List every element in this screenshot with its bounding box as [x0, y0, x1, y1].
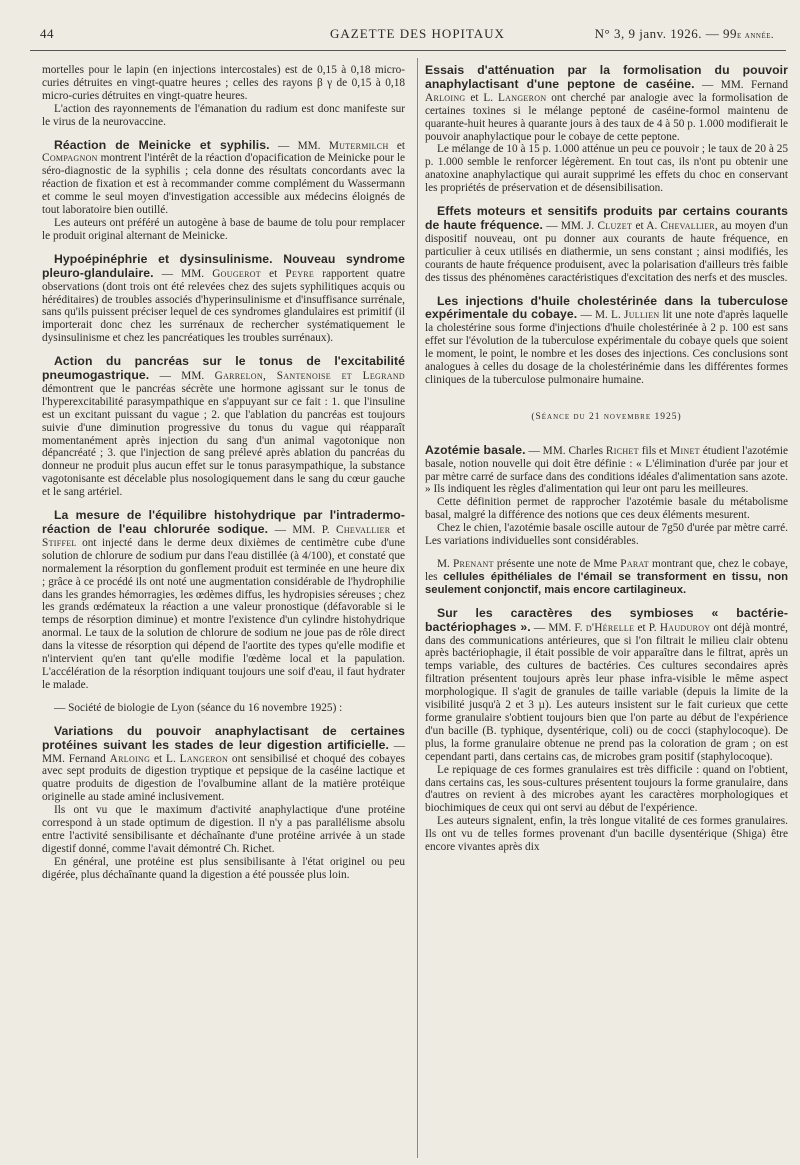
article-title: Variations du pouvoir anaphylactisant de certaines protéines suivant les stades de leur digestion artificielle. — [42, 723, 405, 752]
page-header — [30, 26, 780, 48]
highlighted-finding: cellules épithéliales de l'émail se transforment en tissu, non seulement conjonctif, mais encore cartilagineux. — [425, 570, 788, 596]
paragraph: Les auteurs signalent, enfin, la très longue vitalité de ces formes granulaires. Ils ont vu de telles formes provenant d'un bacille dysentérique (Shiga) être encore vivantes après dix — [425, 815, 788, 854]
author: Minet — [670, 444, 700, 457]
author: Gougerot — [212, 267, 261, 280]
journal-title: GAZETTE DES HOPITAUX — [330, 26, 505, 41]
paragraph: Ils ont vu que le maximum d'activité anaphylactique d'une protéine correspond à un stade optimum de digestion. Il n'y a pas parallélisme absolu entre l'activité sensibilisante et déchaînante d'une protéine arrivée à un stade digestif donné, comme l'avait démontré Ch. Richet. — [42, 804, 405, 855]
author: Peyre — [285, 267, 315, 280]
author: Langeron — [497, 91, 547, 104]
paragraph: Le repiquage de ces formes granulaires est très difficile : quand on l'obtient, dans certains cas, les sous-cultures présentent toujours la forme granulaire, dans d'autres on revient à des microbes ayant les caractères morphologiques et biochimiques de ceux qui ont servi au début de l'expérience. — [425, 763, 788, 815]
article-title: Les injections d'huile cholestérinée dans la tuberculose expérimentale du cobaye. — [425, 293, 788, 322]
article-azotemie: Azotémie basale. — MM. Charles Richet fils et Minet étudient l'azotémie basale, notion nouvelle qui doit être définie : « L'élimination d'urée par jour et par mètre carré de surface dans des conditions idéales d'alimentation sans azote. » Ils indiquent les règles d'alimentation qui leur ont paru les meilleures. — [425, 442, 788, 496]
page-number: 44 — [40, 26, 54, 41]
author: Mutermilch — [328, 139, 389, 152]
author: Arloing — [425, 91, 466, 104]
article-prenant: M. Prenant présente une note de Mme Parat montrant que, chez le cobaye, les cellules épithéliales de l'émail se transforment en tissu, non seulement conjonctif, mais encore cartilagineux. — [425, 558, 788, 596]
article-title: Hypoépinéphrie et dysinsulinisme. Nouveau syndrome pleuro-glandulaire. — [42, 251, 405, 280]
paragraph: L'action des rayonnements de l'émanation du radium est donc manifeste sur le virus de la neurovaccine. — [42, 102, 405, 128]
article-title: Action du pancréas sur le tonus de l'excitabilité pneumogastrique. — [42, 354, 405, 383]
right-column — [425, 64, 788, 854]
article-title: Sur les caractères des symbioses « bactérie-bactériophages ». — [425, 605, 788, 634]
author: Hauduroy — [659, 621, 711, 634]
left-column — [42, 64, 405, 882]
seance-heading: (Séance du 21 novembre 1925) — [531, 411, 682, 422]
article-essais: Essais d'atténuation par la formolisation du pouvoir anaphylactisant d'une peptone de caséine. — MM. Fernand Arloing et L. Langeron ont cherché par analogie avec la formolisation de certaines toxines si le mélange peptoné de caséine-formol maintenu de quarante-huit heures à quarante jours à des taux de 4 à 50 p. 1.000 modifierait le pouvoir anaphylactique pour le cobaye de cette peptone. — [425, 63, 789, 143]
article-effets: Effets moteurs et sensitifs produits par certains courants de haute fréquence. — MM. J. Cluzet et A. Chevallier, au moyen d'un dispositif nouveau, ont pu donner aux courants de haute fréquence, en particulier à ceux utilisés en diathermie, un sens constant ; ainsi modifiés, les courants de haute fréquence produisent, avec la polarisation d'ailleurs très faible des tissus des phénomènes caractéristiques d'excitation des nerfs et des muscles. — [425, 204, 788, 284]
article-title: La mesure de l'équilibre histohydrique par l'intradermo-réaction de l'eau chlorurée sodique. — [42, 508, 405, 536]
column-divider — [417, 58, 418, 1158]
article-pancreas: Action du pancréas sur le tonus de l'excitabilité pneumogastrique. — MM. Garrelon, Santenoise et Legrand démontrent que le pancréas sécrète une hormone agissant sur le tonus de l'hyperexcitabilité parasympathique en s'appuyant sur ce fait : 1. que l'insuline est un excitant puissant du vague ; 2. que l'ablation du pancréas est toujours suivie d'une diminution progressive du tonus du vague qui réapparaît momentanément après injection du sang d'un animal vagotonique non dépancréaté ; 3. que l'injection de sang prélevé après ablation du pancréas du donneur ne produit plus aucun effet sur le tonus parasympathique, la substance vagotonisante est décelable plus nosologiquement dans le sang du cœur gauche et le sang artériel. — [42, 354, 405, 499]
article-equilibre: La mesure de l'équilibre histohydrique par l'intradermo-réaction de l'eau chlorurée sodique. — MM. P. Chevallier et Stiffel ont injecté dans le derme deux dixièmes de centimètre cube d'une solution de chlorure de sodium pur dans l'eau distillée (à 4/100), et constaté que normalement la résorption du gonflement produit est terminée en une heure dix ; grâce à ce procédé ils ont noté une augmentation considérable de l'hydrophilie dans les grandes hémorragies, les œdèmes diffus, les hydropisies séreuses ; chez les grands œdémateux la réaction a une valeur pronostique (défavorable si le temps de résorption diminue) et montre l'existence d'un cylindre histohydrique anormal. Le taux de la solution de chlorure de sodium ne joue pas de rôle direct dans la vitesse de résorption qui dépend de l'aortite des types qu'elle modifie et n'intervient qu'en tant qu'elle modifie l'œdème local et la papulation. L'accélération de la résorption indiquant toujours une soif d'eau, il faut hydrater le malade. — [42, 508, 405, 691]
author: Parat — [620, 558, 649, 570]
author: Jullien — [624, 309, 660, 322]
author: Garrelon, Santenoise et Legrand — [214, 370, 405, 383]
article-title: Azotémie basale. — [425, 442, 526, 457]
paragraph: Cette définition permet de rapprocher l'azotémie basale du métabolisme basal, malgré la différence des notions que ces deux éléments mesurent. — [425, 496, 788, 522]
author: Richet — [605, 444, 639, 457]
author: Compagnon — [42, 152, 98, 165]
author: Chevallier — [336, 524, 391, 536]
paragraph: Les auteurs ont préféré un autogène à base de baume de tolu pour remplacer le produit original alternant de Meinicke. — [42, 216, 405, 242]
article-variations: Variations du pouvoir anaphylactisant de certaines protéines suivant les stades de leur digestion artificielle. — MM. Fernand Arloing et L. Langeron ont sensibilisé et choqué des cobayes avec sept produits de digestion tryptique et pepsique de la caséine lactique et quatre produits de digestion de l'ovalbumine allant de la matière protéique originelle au stade aminé inclusivement. — [42, 723, 406, 804]
author: Cluzet — [597, 219, 633, 232]
author: Langeron — [179, 752, 229, 765]
author: Prenant — [452, 558, 494, 570]
paragraph: Le mélange de 10 à 15 p. 1.000 atténue un peu ce pouvoir ; le taux de 20 à 25 p. 1.000 semble le renforcer légèrement. En tout cas, ils n'ont pu obtenir une anatoxine anaphylactique qui aurait supprimé les effets du choc en conservant les propriétés de préservation et de désensibilisation. — [425, 143, 788, 195]
issue-info: N° 3, 9 janv. 1926. — 99e année. — [594, 26, 774, 41]
article-hypoepinephrie: Hypoépinéphrie et dysinsulinisme. Nouveau syndrome pleuro-glandulaire. — MM. Gougerot et Peyre rapportent quatre observations (dont trois ont été relevées chez des sujets syphilitiques acquis ou héréditaires) de troubles associés d'hyperinsulinisme et d'insuffisance surrénale, sans qu'ils puissent préciser lequel de ces syndromes glandulaires est primitif (il importerait donc chez les surrénaux de rechercher systématiquement le dysinsulinisme et chez les pancréatiques les troubles surrénaux). — [42, 251, 405, 345]
author: Chevallier — [660, 219, 715, 232]
paragraph: Chez le chien, l'azotémie basale oscille autour de 7g50 d'urée par mètre carré. Les variations individuelles sont considérables. — [425, 522, 788, 548]
article-title: Réaction de Meinicke et syphilis. — [54, 137, 270, 152]
author: Arloing — [109, 752, 151, 765]
author: Stiffel — [42, 536, 77, 549]
article-meinicke: Réaction de Meinicke et syphilis. — MM. Mutermilch et Compagnon montrent l'intérêt de la réaction d'opacification de Meinicke pour le séro-diagnostic de la syphilis ; cela donne des résultats concordants avec la réaction de fixation et est à recommander comme complément du Wassermann et comme le seul moyen d'investigation accessible aux médecins éloignés de tout laboratoire bien outillé. — [42, 137, 406, 217]
header-rule — [30, 50, 786, 51]
paragraph: En général, une protéine est plus sensibilisante à l'état originel ou peu digérée, plus déchaînante quand la digestion a été poussée plus loin. — [42, 855, 405, 881]
article-symbioses: Sur les caractères des symbioses « bactérie-bactériophages ». — MM. F. d'Hérelle et P. Hauduroy ont déjà montré, dans des communications antérieures, que si l'on filtrait le milieu clair obtenu après bactériophagie, il était possible de voir apparaître dans le filtrat, après un temps variable, des cultures de bactéries. Ces cultures secondaires après filtration présentent toujours après leur phase infra-visible le même aspect morphologique. Il s'agit de granules de taille variable (depuis la limite de la visibilité jusqu'à 2 et 3 µ). Les auteurs insistent sur le fait curieux que cette forme granulaire s'obtient toujours bien que l'on parte au début de l'expérience d'un bacille (B. typhique, dysentérique, coli) ou de cocci (staphylocoque). De plus, la forme granulaire obtenue ne prend pas la coloration de gram ; on est cependant parti, dans certains cas, de microbes gram positif (staphylocoque). — [425, 605, 788, 763]
article-title: Essais d'atténuation par la formolisation du pouvoir anaphylactisant d'une peptone de caséine. — [425, 63, 788, 91]
paragraph: mortelles pour le lapin (en injections intercostales) est de 0,15 à 0,18 micro-curies détruites en vingt-quatre heures ; celles des rayons β γ de 0,15 à 0,18 micro-curies détruites en vingt-quatre heures. — [42, 64, 405, 102]
article-injections: Les injections d'huile cholestérinée dans la tuberculose expérimentale du cobaye. — M. L. Jullien lit une note d'après laquelle la cholestérine sous forme d'injections d'huile cholestérinée à 2 p. 100 est sans effet sur l'évolution de la tuberculose expérimentale du cobaye quels que soient le moment, le point, le nombre et les doses des injections. Ces conclusions sont analogues à celles du dosage de la cholestérinémie dans les différentes formes cliniques de la tuberculose pulmonaire humaine. — [425, 293, 788, 386]
society-line: — Société de biologie de Lyon (séance du 16 novembre 1925) : — [54, 701, 343, 714]
author: d'Hérelle — [585, 621, 635, 634]
article-title: Effets moteurs et sensitifs produits par certains courants de haute fréquence. — [425, 204, 788, 232]
